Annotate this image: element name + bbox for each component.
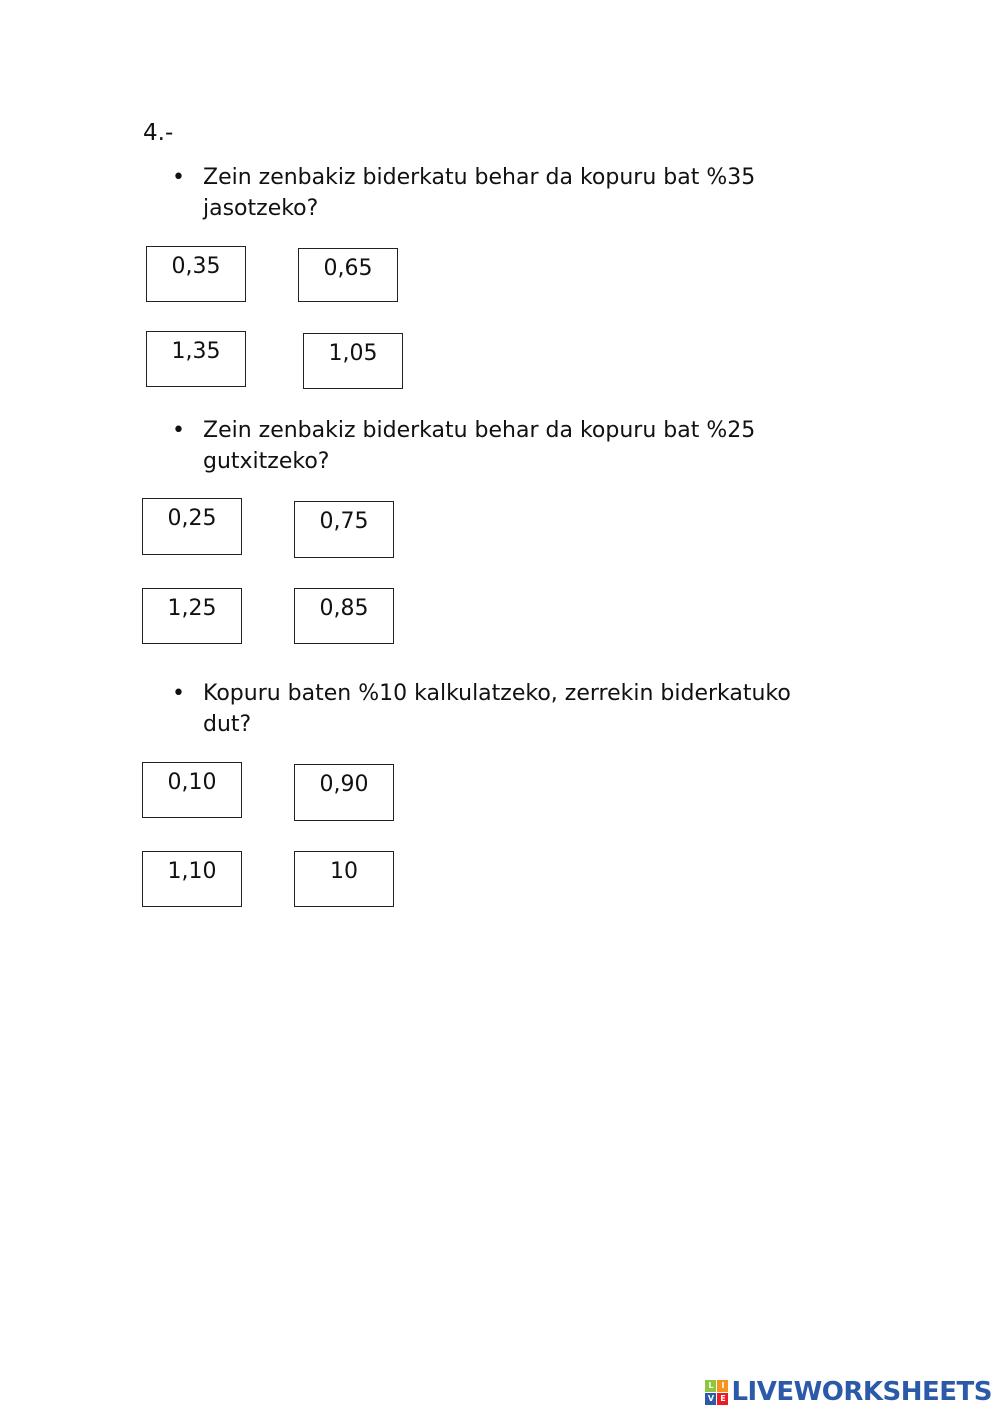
question-text-line: dut? bbox=[203, 712, 252, 737]
liveworksheets-logo bbox=[705, 1377, 992, 1407]
bullet-icon: • bbox=[172, 681, 185, 706]
question-text-line: Zein zenbakiz biderkatu behar da kopuru bat %25 bbox=[203, 418, 756, 443]
logo-letter: L bbox=[705, 1380, 716, 1392]
answer-option[interactable]: 0,90 bbox=[294, 764, 394, 821]
answer-option[interactable]: 0,65 bbox=[298, 248, 398, 302]
logo-letter: E bbox=[717, 1393, 728, 1405]
question-text bbox=[203, 678, 883, 740]
answer-option[interactable]: 1,05 bbox=[303, 333, 403, 389]
answer-option[interactable]: 0,85 bbox=[294, 588, 394, 644]
bullet-icon: • bbox=[172, 165, 185, 190]
logo-mark-icon bbox=[705, 1380, 728, 1405]
question-text bbox=[203, 162, 883, 224]
question-text-line: Kopuru baten %10 kalkulatzeko, zerrekin biderkatuko bbox=[203, 681, 791, 706]
answer-option[interactable]: 1,25 bbox=[142, 588, 242, 644]
answer-option[interactable]: 1,10 bbox=[142, 851, 242, 907]
question-text bbox=[203, 415, 883, 477]
logo-letter: V bbox=[705, 1393, 716, 1405]
answer-option[interactable]: 1,35 bbox=[146, 331, 246, 387]
answer-option[interactable]: 0,35 bbox=[146, 246, 246, 302]
question-text-line: jasotzeko? bbox=[203, 196, 319, 221]
logo-letter: I bbox=[717, 1380, 728, 1392]
question-text-line: Zein zenbakiz biderkatu behar da kopuru bat %35 bbox=[203, 165, 756, 190]
answer-option[interactable]: 0,10 bbox=[142, 762, 242, 818]
answer-option[interactable]: 0,75 bbox=[294, 501, 394, 558]
answer-option[interactable]: 0,25 bbox=[142, 498, 242, 555]
exercise-number: 4.- bbox=[143, 120, 174, 146]
logo-text: LIVEWORKSHEETS bbox=[731, 1377, 992, 1407]
bullet-icon: • bbox=[172, 418, 185, 443]
answer-option[interactable]: 10 bbox=[294, 851, 394, 907]
question-text-line: gutxitzeko? bbox=[203, 449, 330, 474]
